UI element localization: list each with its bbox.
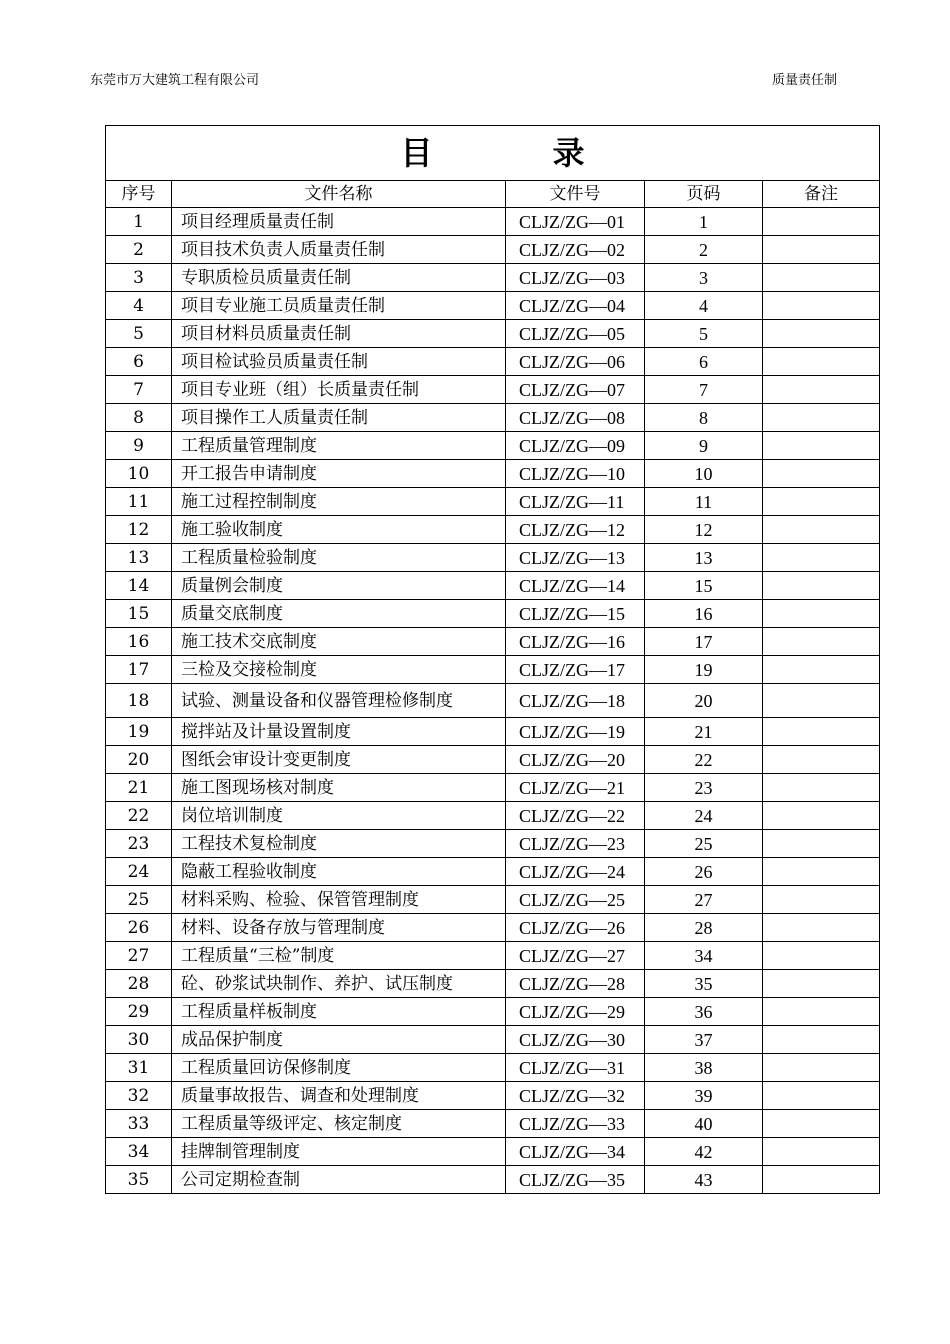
table-row bbox=[106, 830, 880, 858]
table-row bbox=[106, 774, 880, 802]
row-number: 21 bbox=[106, 774, 172, 802]
row-note bbox=[763, 942, 880, 970]
row-number: 29 bbox=[106, 998, 172, 1026]
table-row bbox=[106, 404, 880, 432]
row-document-name: 项目专业施工员质量责任制 bbox=[172, 292, 506, 320]
row-number: 26 bbox=[106, 914, 172, 942]
row-document-code: CLJZ/ZG—24 bbox=[506, 858, 645, 886]
table-row bbox=[106, 264, 880, 292]
toc-table bbox=[105, 125, 880, 1194]
table-row bbox=[106, 432, 880, 460]
row-page-number: 19 bbox=[645, 656, 763, 684]
row-page-number: 39 bbox=[645, 1082, 763, 1110]
row-number: 9 bbox=[106, 432, 172, 460]
row-document-code: CLJZ/ZG—21 bbox=[506, 774, 645, 802]
column-header-name: 文件名称 bbox=[172, 181, 506, 208]
table-row bbox=[106, 886, 880, 914]
row-note bbox=[763, 1026, 880, 1054]
row-page-number: 2 bbox=[645, 236, 763, 264]
row-document-code: CLJZ/ZG—19 bbox=[506, 718, 645, 746]
row-document-name: 项目操作工人质量责任制 bbox=[172, 404, 506, 432]
row-number: 15 bbox=[106, 600, 172, 628]
row-document-code: CLJZ/ZG—15 bbox=[506, 600, 645, 628]
table-row bbox=[106, 858, 880, 886]
row-document-code: CLJZ/ZG—05 bbox=[506, 320, 645, 348]
table-row bbox=[106, 292, 880, 320]
row-document-code: CLJZ/ZG—25 bbox=[506, 886, 645, 914]
row-page-number: 21 bbox=[645, 718, 763, 746]
row-page-number: 15 bbox=[645, 572, 763, 600]
header-doc-title: 质量责任制 bbox=[772, 73, 838, 88]
row-note bbox=[763, 830, 880, 858]
row-number: 30 bbox=[106, 1026, 172, 1054]
row-page-number: 9 bbox=[645, 432, 763, 460]
row-document-name: 工程质量等级评定、核定制度 bbox=[172, 1110, 506, 1138]
row-document-name: 材料、设备存放与管理制度 bbox=[172, 914, 506, 942]
row-document-name: 工程质量检验制度 bbox=[172, 544, 506, 572]
row-document-name: 材料采购、检验、保管管理制度 bbox=[172, 886, 506, 914]
table-row bbox=[106, 1166, 880, 1194]
row-document-code: CLJZ/ZG—09 bbox=[506, 432, 645, 460]
row-document-name: 施工过程控制制度 bbox=[172, 488, 506, 516]
row-page-number: 12 bbox=[645, 516, 763, 544]
row-note bbox=[763, 348, 880, 376]
row-number: 27 bbox=[106, 942, 172, 970]
row-document-code: CLJZ/ZG—32 bbox=[506, 1082, 645, 1110]
row-number: 34 bbox=[106, 1138, 172, 1166]
row-document-name: 项目材料员质量责任制 bbox=[172, 320, 506, 348]
table-row bbox=[106, 236, 880, 264]
row-note bbox=[763, 656, 880, 684]
row-document-code: CLJZ/ZG—08 bbox=[506, 404, 645, 432]
row-page-number: 20 bbox=[645, 684, 763, 718]
row-page-number: 26 bbox=[645, 858, 763, 886]
row-note bbox=[763, 718, 880, 746]
table-row bbox=[106, 684, 880, 718]
table-row bbox=[106, 970, 880, 998]
row-document-code: CLJZ/ZG—26 bbox=[506, 914, 645, 942]
toc-title: 目 录 bbox=[106, 126, 880, 181]
row-number: 4 bbox=[106, 292, 172, 320]
row-number: 13 bbox=[106, 544, 172, 572]
row-note bbox=[763, 684, 880, 718]
row-note bbox=[763, 1082, 880, 1110]
row-document-name: 三检及交接检制度 bbox=[172, 656, 506, 684]
row-number: 12 bbox=[106, 516, 172, 544]
header-company: 东莞市万大建筑工程有限公司 bbox=[90, 73, 260, 88]
row-note bbox=[763, 208, 880, 236]
row-document-name: 工程质量“三检”制度 bbox=[172, 942, 506, 970]
column-header-no: 序号 bbox=[106, 181, 172, 208]
row-note bbox=[763, 998, 880, 1026]
row-document-code: CLJZ/ZG—12 bbox=[506, 516, 645, 544]
row-page-number: 11 bbox=[645, 488, 763, 516]
row-document-name: 项目检试验员质量责任制 bbox=[172, 348, 506, 376]
row-page-number: 36 bbox=[645, 998, 763, 1026]
table-row bbox=[106, 628, 880, 656]
row-document-name: 工程技术复检制度 bbox=[172, 830, 506, 858]
row-number: 16 bbox=[106, 628, 172, 656]
row-number: 18 bbox=[106, 684, 172, 718]
row-number: 24 bbox=[106, 858, 172, 886]
row-page-number: 8 bbox=[645, 404, 763, 432]
row-note bbox=[763, 292, 880, 320]
row-page-number: 37 bbox=[645, 1026, 763, 1054]
row-page-number: 23 bbox=[645, 774, 763, 802]
table-row bbox=[106, 656, 880, 684]
row-document-code: CLJZ/ZG—10 bbox=[506, 460, 645, 488]
row-document-name: 项目技术负责人质量责任制 bbox=[172, 236, 506, 264]
row-document-code: CLJZ/ZG—29 bbox=[506, 998, 645, 1026]
row-document-name: 岗位培训制度 bbox=[172, 802, 506, 830]
row-page-number: 38 bbox=[645, 1054, 763, 1082]
row-document-code: CLJZ/ZG—04 bbox=[506, 292, 645, 320]
row-document-code: CLJZ/ZG—02 bbox=[506, 236, 645, 264]
row-note bbox=[763, 376, 880, 404]
row-page-number: 25 bbox=[645, 830, 763, 858]
row-document-name: 挂牌制管理制度 bbox=[172, 1138, 506, 1166]
row-note bbox=[763, 628, 880, 656]
row-document-name: 图纸会审设计变更制度 bbox=[172, 746, 506, 774]
table-row bbox=[106, 1082, 880, 1110]
row-document-code: CLJZ/ZG—34 bbox=[506, 1138, 645, 1166]
row-page-number: 13 bbox=[645, 544, 763, 572]
row-document-name: 施工验收制度 bbox=[172, 516, 506, 544]
row-number: 7 bbox=[106, 376, 172, 404]
row-document-name: 成品保护制度 bbox=[172, 1026, 506, 1054]
table-row bbox=[106, 998, 880, 1026]
row-note bbox=[763, 544, 880, 572]
table-row bbox=[106, 348, 880, 376]
row-note bbox=[763, 600, 880, 628]
row-page-number: 3 bbox=[645, 264, 763, 292]
row-number: 32 bbox=[106, 1082, 172, 1110]
row-number: 28 bbox=[106, 970, 172, 998]
row-document-name: 项目经理质量责任制 bbox=[172, 208, 506, 236]
row-note bbox=[763, 572, 880, 600]
row-document-code: CLJZ/ZG—27 bbox=[506, 942, 645, 970]
column-header-code: 文件号 bbox=[506, 181, 645, 208]
row-note bbox=[763, 1110, 880, 1138]
row-note bbox=[763, 320, 880, 348]
row-page-number: 40 bbox=[645, 1110, 763, 1138]
row-number: 5 bbox=[106, 320, 172, 348]
row-document-code: CLJZ/ZG—06 bbox=[506, 348, 645, 376]
row-document-code: CLJZ/ZG—18 bbox=[506, 684, 645, 718]
row-page-number: 7 bbox=[645, 376, 763, 404]
row-number: 14 bbox=[106, 572, 172, 600]
row-note bbox=[763, 914, 880, 942]
row-page-number: 16 bbox=[645, 600, 763, 628]
row-document-name: 专职质检员质量责任制 bbox=[172, 264, 506, 292]
row-note bbox=[763, 858, 880, 886]
row-number: 3 bbox=[106, 264, 172, 292]
row-document-name: 工程质量样板制度 bbox=[172, 998, 506, 1026]
row-number: 23 bbox=[106, 830, 172, 858]
row-note bbox=[763, 1138, 880, 1166]
table-row bbox=[106, 516, 880, 544]
row-document-name: 试验、测量设备和仪器管理检修制度 bbox=[172, 684, 506, 718]
row-page-number: 10 bbox=[645, 460, 763, 488]
row-number: 33 bbox=[106, 1110, 172, 1138]
row-page-number: 17 bbox=[645, 628, 763, 656]
row-document-name: 质量交底制度 bbox=[172, 600, 506, 628]
row-note bbox=[763, 886, 880, 914]
row-document-code: CLJZ/ZG—11 bbox=[506, 488, 645, 516]
row-document-code: CLJZ/ZG—33 bbox=[506, 1110, 645, 1138]
row-note bbox=[763, 746, 880, 774]
row-document-name: 质量事故报告、调查和处理制度 bbox=[172, 1082, 506, 1110]
row-number: 35 bbox=[106, 1166, 172, 1194]
row-document-code: CLJZ/ZG—14 bbox=[506, 572, 645, 600]
row-number: 6 bbox=[106, 348, 172, 376]
row-number: 31 bbox=[106, 1054, 172, 1082]
table-row bbox=[106, 914, 880, 942]
row-document-code: CLJZ/ZG—20 bbox=[506, 746, 645, 774]
row-page-number: 1 bbox=[645, 208, 763, 236]
table-row bbox=[106, 746, 880, 774]
row-document-name: 搅拌站及计量设置制度 bbox=[172, 718, 506, 746]
table-row bbox=[106, 600, 880, 628]
row-number: 8 bbox=[106, 404, 172, 432]
row-document-name: 砼、砂浆试块制作、养护、试压制度 bbox=[172, 970, 506, 998]
table-row bbox=[106, 320, 880, 348]
row-note bbox=[763, 802, 880, 830]
row-number: 19 bbox=[106, 718, 172, 746]
table-row bbox=[106, 488, 880, 516]
row-page-number: 5 bbox=[645, 320, 763, 348]
column-header-page: 页码 bbox=[645, 181, 763, 208]
table-header-row bbox=[106, 181, 880, 208]
table-row bbox=[106, 802, 880, 830]
row-number: 22 bbox=[106, 802, 172, 830]
row-note bbox=[763, 970, 880, 998]
row-document-code: CLJZ/ZG—35 bbox=[506, 1166, 645, 1194]
row-page-number: 35 bbox=[645, 970, 763, 998]
row-note bbox=[763, 488, 880, 516]
row-document-name: 工程质量回访保修制度 bbox=[172, 1054, 506, 1082]
row-note bbox=[763, 404, 880, 432]
table-row bbox=[106, 1138, 880, 1166]
row-document-code: CLJZ/ZG—16 bbox=[506, 628, 645, 656]
row-page-number: 4 bbox=[645, 292, 763, 320]
table-row bbox=[106, 208, 880, 236]
row-document-name: 施工技术交底制度 bbox=[172, 628, 506, 656]
row-document-code: CLJZ/ZG—28 bbox=[506, 970, 645, 998]
table-row bbox=[106, 376, 880, 404]
row-document-name: 施工图现场核对制度 bbox=[172, 774, 506, 802]
table-row bbox=[106, 572, 880, 600]
row-document-name: 开工报告申请制度 bbox=[172, 460, 506, 488]
row-number: 20 bbox=[106, 746, 172, 774]
row-page-number: 27 bbox=[645, 886, 763, 914]
row-note bbox=[763, 516, 880, 544]
row-number: 1 bbox=[106, 208, 172, 236]
row-document-code: CLJZ/ZG—22 bbox=[506, 802, 645, 830]
row-document-code: CLJZ/ZG—17 bbox=[506, 656, 645, 684]
row-page-number: 24 bbox=[645, 802, 763, 830]
row-document-code: CLJZ/ZG—03 bbox=[506, 264, 645, 292]
row-document-code: CLJZ/ZG—30 bbox=[506, 1026, 645, 1054]
row-document-code: CLJZ/ZG—01 bbox=[506, 208, 645, 236]
row-document-name: 质量例会制度 bbox=[172, 572, 506, 600]
row-page-number: 28 bbox=[645, 914, 763, 942]
row-document-name: 工程质量管理制度 bbox=[172, 432, 506, 460]
row-note bbox=[763, 1166, 880, 1194]
row-document-code: CLJZ/ZG—13 bbox=[506, 544, 645, 572]
row-page-number: 6 bbox=[645, 348, 763, 376]
row-document-code: CLJZ/ZG—23 bbox=[506, 830, 645, 858]
row-page-number: 34 bbox=[645, 942, 763, 970]
row-note bbox=[763, 264, 880, 292]
table-row bbox=[106, 718, 880, 746]
column-header-note: 备注 bbox=[763, 181, 880, 208]
row-number: 17 bbox=[106, 656, 172, 684]
row-note bbox=[763, 1054, 880, 1082]
table-row bbox=[106, 460, 880, 488]
row-document-code: CLJZ/ZG—07 bbox=[506, 376, 645, 404]
table-row bbox=[106, 1026, 880, 1054]
row-document-name: 公司定期检查制 bbox=[172, 1166, 506, 1194]
row-note bbox=[763, 236, 880, 264]
row-note bbox=[763, 774, 880, 802]
row-document-name: 项目专业班（组）长质量责任制 bbox=[172, 376, 506, 404]
row-number: 10 bbox=[106, 460, 172, 488]
table-row bbox=[106, 544, 880, 572]
row-document-code: CLJZ/ZG—31 bbox=[506, 1054, 645, 1082]
row-page-number: 22 bbox=[645, 746, 763, 774]
row-page-number: 42 bbox=[645, 1138, 763, 1166]
row-number: 11 bbox=[106, 488, 172, 516]
row-page-number: 43 bbox=[645, 1166, 763, 1194]
row-number: 25 bbox=[106, 886, 172, 914]
table-row bbox=[106, 942, 880, 970]
table-row bbox=[106, 1110, 880, 1138]
row-note bbox=[763, 460, 880, 488]
row-note bbox=[763, 432, 880, 460]
table-row bbox=[106, 1054, 880, 1082]
row-document-name: 隐蔽工程验收制度 bbox=[172, 858, 506, 886]
row-number: 2 bbox=[106, 236, 172, 264]
